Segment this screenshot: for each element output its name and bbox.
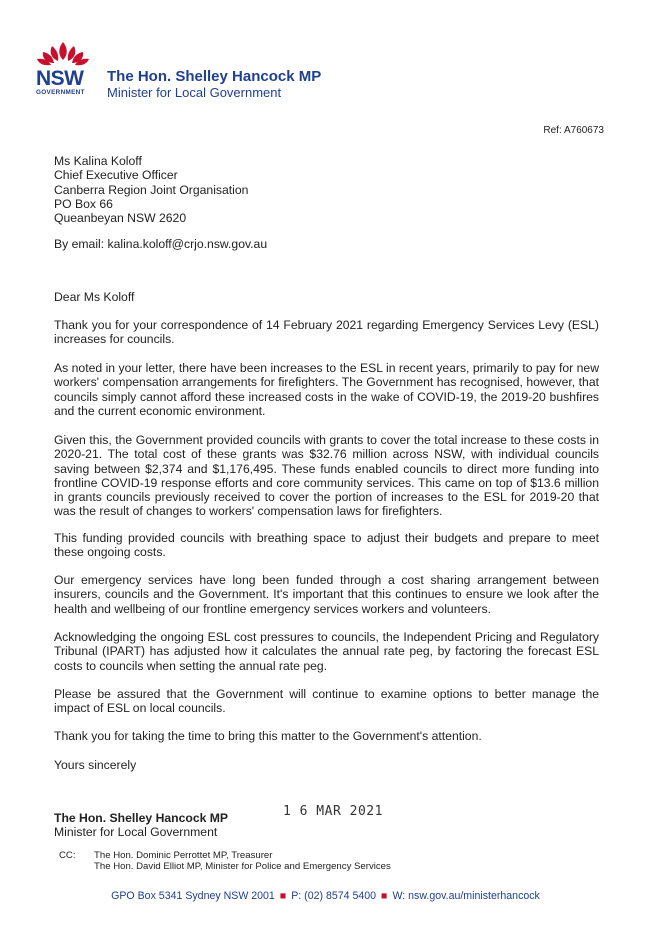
cc-label: CC: <box>59 850 76 861</box>
body-paragraph: Our emergency services have long been funded through a cost sharing arrangement between insurers, councils and the Government. It's important that this continues to ensure we look after the health and wellbeing of our frontline emergency services workers and volunteers. <box>54 573 599 616</box>
email-line: By email: kalina.koloff@crjo.nsw.gov.au <box>54 237 268 251</box>
minister-name-heading: The Hon. Shelley Hancock MP <box>107 68 322 85</box>
body-paragraph: Thank you for taking the time to bring this matter to the Government's attention. <box>54 729 482 743</box>
signatory-name: The Hon. Shelley Hancock MP <box>54 811 229 825</box>
signatory-title: Minister for Local Government <box>54 825 218 839</box>
minister-title-heading: Minister for Local Government <box>107 85 282 100</box>
date-stamp: 1 6 MAR 2021 <box>283 804 383 819</box>
body-paragraph: This funding provided councils with breathing space to adjust their budgets and prepare to meet these ongoing costs. <box>54 531 599 560</box>
footer-address: GPO Box 5341 Sydney NSW 2001 <box>111 890 275 902</box>
body-paragraph: Thank you for your correspondence of 14 February 2021 regarding Emergency Services Levy (ESL) increases for councils. <box>54 318 599 347</box>
logo-government-text: GOVERNMENT <box>36 89 85 96</box>
address-line: PO Box 66 <box>54 196 113 211</box>
address-line: Queanbeyan NSW 2620 <box>54 211 187 226</box>
footer-contact <box>0 890 651 902</box>
footer-web: W: nsw.gov.au/ministerhancock <box>392 890 540 902</box>
footer-phone: P: (02) 8574 5400 <box>291 890 377 902</box>
body-paragraph: As noted in your letter, there have been increases to the ESL in recent years, primarily to pay for new workers' compensation arrangements for firefighters. The Government has recognised, however, that councils simply cannot afford these increased costs in the wake of COVID-19, the 2019-20 bushfires and the current economic environment. <box>54 361 599 418</box>
address-line: Chief Executive Officer <box>54 168 178 183</box>
logo-nsw-text: NSW <box>36 67 84 90</box>
body-paragraph: Acknowledging the ongoing ESL cost pressures to councils, the Independent Pricing and Regulatory Tribunal (IPART) has adjusted how it calculates the annual rate peg, by factoring the forecast ESL costs to councils when setting the annual rate peg. <box>54 630 599 673</box>
recipient-address <box>54 154 248 225</box>
body-paragraph: Please be assured that the Government will continue to examine options to better manage the impact of ESL on local councils. <box>54 687 599 716</box>
cc-recipient: The Hon. David Elliot MP, Minister for Police and Emergency Services <box>94 861 391 872</box>
address-line: Canberra Region Joint Organisation <box>54 182 249 197</box>
reference-number: Ref: A760673 <box>543 125 604 136</box>
body-paragraph: Given this, the Government provided councils with grants to cover the total increase to these costs in 2020-21. The total cost of these grants was $32.76 million across NSW, with individual councils saving between $2,374 and $1,176,495. These funds enabled councils to direct more funding into frontline COVID-19 response efforts and core community services. This came on top of $13.6 million in grants councils previously received to cover the portion of increases to the ESL for 2019-20 that was the result of changes to workers' compensation laws for firefighters. <box>54 433 599 519</box>
cc-recipient: The Hon. Dominic Perrottet MP, Treasurer <box>94 850 273 861</box>
closing-line: Yours sincerely <box>54 758 137 772</box>
address-line: Ms Kalina Koloff <box>54 154 142 168</box>
footer-separator: ■ <box>279 890 287 902</box>
salutation: Dear Ms Koloff <box>54 290 135 304</box>
footer-separator: ■ <box>381 890 388 902</box>
